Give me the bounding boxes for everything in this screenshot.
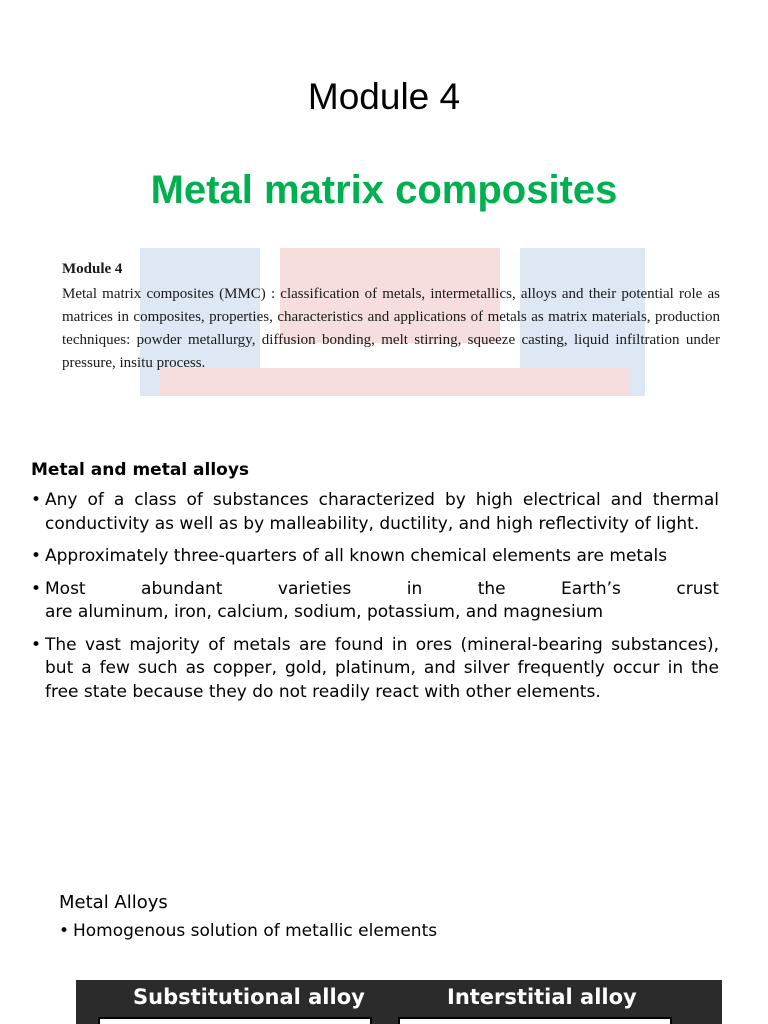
interstitial-alloy-diagram (398, 1017, 672, 1024)
syllabus-excerpt (62, 258, 720, 375)
bullet-item: • Homogenous solution of metallic elements (59, 920, 719, 944)
substitutional-alloy-diagram (98, 1017, 372, 1024)
section-title: Metal and metal alloys (31, 460, 250, 480)
bullet-item: • The vast majority of metals are found in ores (mineral-bearing substances), but a few such as copper, gold, platinum, and silver frequently occur in the free state because they do not readily react with other elements. (31, 634, 719, 705)
module-title: Module 4 (307, 76, 461, 117)
syllabus-title: Module 4 (62, 261, 123, 277)
metal-alloys-section (31, 460, 719, 713)
metal-alloys-subsection (59, 892, 719, 953)
interstitial-alloy-label: Interstitial alloy (447, 985, 637, 1009)
syllabus-body: Metal matrix composites (MMC) : classification of metals, intermetallics, alloys and their potential role as matrices in composites, properties, characteristics and applications of metals as matrix materials, production techniques: powder metallurgy, diffusion bonding, melt stirring, squeeze casting, liquid infiltration under pressure, insitu process. (62, 286, 720, 371)
bullet-line: are aluminum, iron, calcium, sodium, potassium, and magnesium (45, 602, 604, 622)
alloy-types-panel (76, 980, 722, 1024)
bullet-item (31, 578, 719, 625)
substitutional-alloy-label: Substitutional alloy (133, 985, 365, 1009)
main-heading: Metal matrix composites (150, 168, 618, 212)
bullet-item: • Approximately three-quarters of all known chemical elements are metals (31, 545, 719, 569)
subsection-title: Metal Alloys (59, 892, 168, 913)
bullet-item: • Any of a class of substances characterized by high electrical and thermal conductivity as well as by malleability, ductility, and high reflectivity of light. (31, 489, 719, 536)
bullet-line: • Most abundant varieties in the Earth’s crust (45, 578, 719, 599)
